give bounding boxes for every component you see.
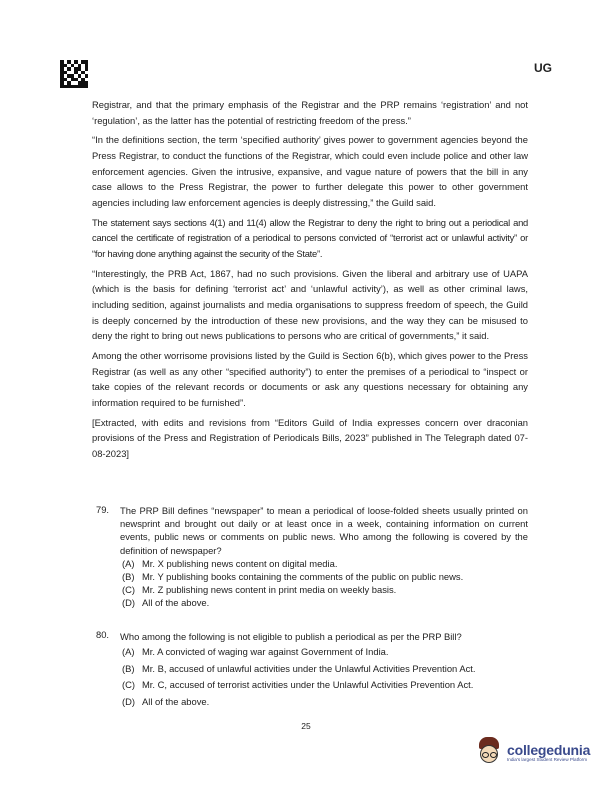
option-label: (B) xyxy=(122,662,135,674)
option-c xyxy=(122,677,528,694)
option-a xyxy=(122,557,528,570)
option-text: Mr. A convicted of waging war against Government of India. xyxy=(142,646,389,657)
option-label: (D) xyxy=(122,695,136,707)
question-stem: Who among the following is not eligible to publish a periodical as per the PRP Bill? xyxy=(120,631,462,642)
option-label: (C) xyxy=(122,679,136,690)
datamatrix-code-icon xyxy=(60,60,88,88)
paper-code: UG xyxy=(534,61,552,75)
option-b xyxy=(122,661,528,678)
page-number: 25 xyxy=(301,721,311,731)
question-number: 80. xyxy=(96,629,110,640)
option-c xyxy=(122,583,528,596)
option-d xyxy=(122,596,528,609)
paragraph: The statement says sections 4(1) and 11(4) allow the Registrar to deny the right to bring out a periodical and cancel the certificate of registration of a periodical to persons convicted of “terrorist act or unlawful activity” or “for having done anything against the security of the State”. xyxy=(92,216,528,259)
mascot-icon xyxy=(477,737,503,767)
passage xyxy=(92,97,528,466)
question-80 xyxy=(96,629,528,710)
logo-name: collegedunia xyxy=(507,742,591,758)
option-text: All of the above. xyxy=(142,597,210,609)
option-text: Mr. B, accused of unlawful activities under the Unlawful Activities Prevention Act. xyxy=(142,662,476,674)
paragraph: [Extracted, with edits and revisions from “Editors Guild of India expresses concern over draconian provisions of the Press and Registration of Periodicals Bills, 2023” published in The Telegraph dated 07-08-2023] xyxy=(92,416,528,459)
option-d xyxy=(122,694,528,711)
option-text: Mr. C, accused of terrorist activities under the Unlawful Activities Prevention Act. xyxy=(142,679,474,690)
question-stem: The PRP Bill defines “newspaper” to mean a periodical of loose-folded sheets usually printed on newsprint and brought out daily or at least once in a week, containing information on current events, public news or comments on public news. Who among the following is covered by the definition of newspaper? xyxy=(120,505,528,556)
paragraph: “Interestingly, the PRB Act, 1867, had no such provisions. Given the liberal and arbitrary use of UAPA (which is the basis for defining ‘terrorist act’ and ‘unlawful activity’), as well as other criminal laws, including sedition, against journalists and media organisations to suppress freedom of speech, the Guild is deeply concerned by the introduction of these new provisions, and the way they can be misused to deny the right to bring out news publications to persons who are critical of governments,” it said. xyxy=(92,267,528,342)
option-label: (B) xyxy=(122,571,135,583)
question-79 xyxy=(96,504,528,610)
option-text: Mr. Z publishing news content in print media on weekly basis. xyxy=(142,584,397,596)
option-label: (A) xyxy=(122,557,135,569)
question-number: 79. xyxy=(96,504,110,515)
option-a xyxy=(122,644,528,661)
option-b xyxy=(122,570,528,583)
option-text: Mr. Y publishing books containing the comments of the public on public news. xyxy=(142,571,464,583)
option-label: (A) xyxy=(122,646,135,657)
paragraph: “In the definitions section, the term ‘specified authority’ gives power to government agencies beyond the Press Registrar, to conduct the functions of the Registrar, which could even include police and other law enforcement agencies. Given the intrusive, expansive, and vague nature of powers that the bill in any case allows to the Press Registrar, the power to further delegate this power to other government agencies including law enforcement agencies is deeply distressing,” the Guild said. xyxy=(92,134,528,208)
paragraph: Among the other worrisome provisions listed by the Guild is Section 6(b), which gives power to the Press Registrar (as well as any other “specified authority”) to enter the premises of a periodical to “inspect or take copies of the relevant records or documents or ask any questions necessary for obtaining any information required to be furnished”. xyxy=(92,350,528,408)
option-text: All of the above. xyxy=(142,695,210,707)
option-text: Mr. X publishing news content on digital media. xyxy=(142,557,338,569)
option-label: (C) xyxy=(122,584,136,596)
logo-tagline: India's largest Student Review Platform xyxy=(507,757,588,762)
paragraph: Registrar, and that the primary emphasis of the Registrar and the PRP remains ‘registration’ and not ‘regulation’, as the latter has the potential of restricting freedom of the press.” xyxy=(92,99,528,126)
option-label: (D) xyxy=(122,597,136,609)
collegedunia-logo xyxy=(477,737,590,767)
